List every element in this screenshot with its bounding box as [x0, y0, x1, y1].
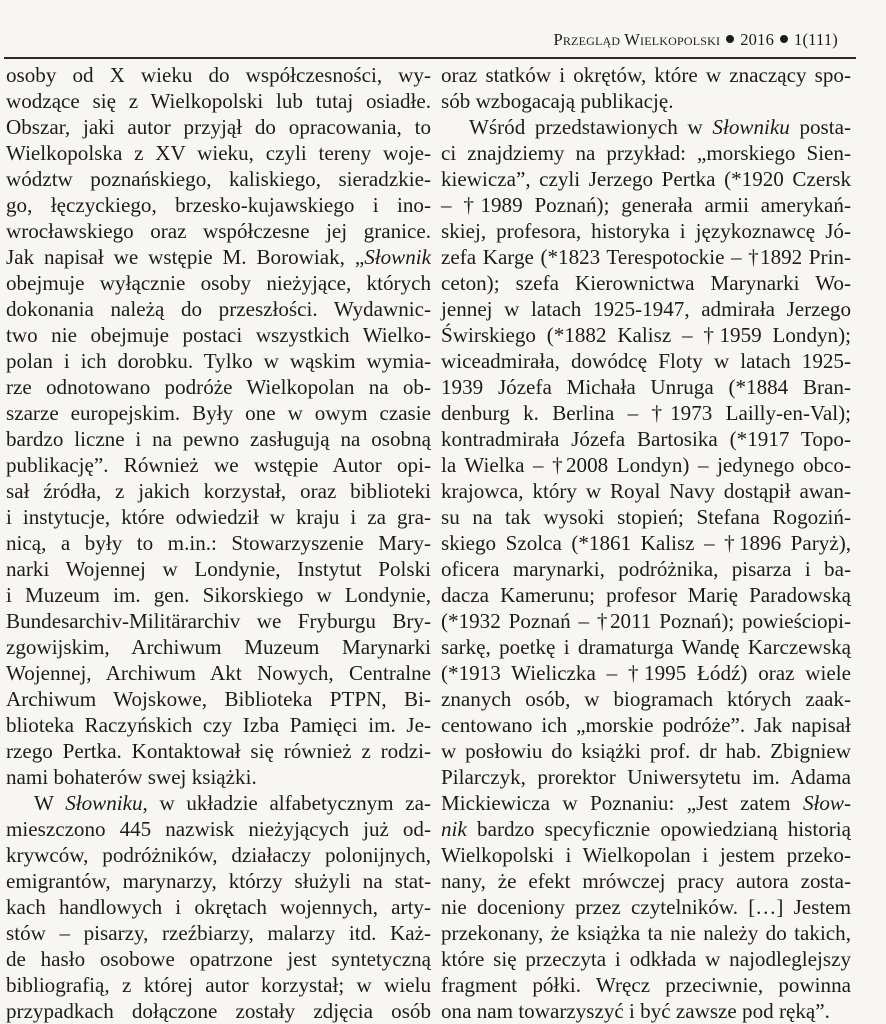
right-column-line: które się przeczyta i odkłada w najodleglejszy — [441, 947, 851, 971]
right-column-line: wiceadmirała, dowódcę Floty w latach 1925- — [441, 349, 851, 373]
left-column-line: emigrantów, marynarzy, którzy służyli na stat- — [6, 869, 431, 893]
left-column-line: wodzące się z Wielkopolski lub tutaj osiadłe. — [6, 89, 431, 113]
right-column-line: zefa Karge (*1823 Terespotockie – †1892 Prin- — [441, 245, 851, 269]
left-column-line: bardzo liczne i na pewno zasługują na osobną — [6, 427, 431, 451]
left-column-line: polan i ich dorobku. Tylko w wąskim wymia- — [6, 349, 431, 373]
right-column-line: Mickiewicza w Poznaniu: „Jest zatem Słow- — [441, 791, 851, 815]
right-column-line: la Wielka – †2008 Londyn) – jedynego obco- — [441, 453, 851, 477]
separator-dot-icon — [726, 35, 734, 43]
running-header — [0, 30, 886, 56]
right-column-line: jennej w latach 1925-1947, admirała Jerzego — [441, 297, 851, 321]
journal-issue: 1(111) — [794, 30, 838, 49]
left-column-line: Archiwum Wojskowe, Biblioteka PTPN, Bi- — [6, 687, 431, 711]
right-column-line: przekonany, że książka ta nie należy do takich, — [441, 921, 851, 945]
header-rule — [4, 57, 856, 59]
left-column-line: szarze europejskim. Były one w owym czasie — [6, 401, 431, 425]
left-column-line: przypadkach dołączone zostały zdjęcia osób — [6, 999, 431, 1023]
left-column-line: stów – pisarzy, rzeźbiarzy, malarzy itd. Każ- — [6, 921, 431, 945]
journal-title: Przegląd Wielkopolski — [553, 30, 721, 49]
right-column-line: nik bardzo specyficznie opowiedzianą historią — [441, 817, 851, 841]
left-column-line: mieszczono 445 nazwisk nieżyjących już od- — [6, 817, 431, 841]
left-column-line: publikację”. Również we wstępie Autor opi- — [6, 453, 431, 477]
journal-year: 2016 — [740, 30, 775, 49]
left-column-line: rze odnotowano podróże Wielkopolan na ob- — [6, 375, 431, 399]
left-column-line: Wielkopolska z XV wieku, czyli tereny woje- — [6, 141, 431, 165]
left-text-column — [6, 62, 431, 1024]
right-column-line: – †1989 Poznań); generała armii amerykań- — [441, 193, 851, 217]
left-column-line: W Słowniku, w układzie alfabetycznym za- — [34, 791, 431, 815]
right-column-line: nany, że efekt mrówczej pracy autora zosta- — [441, 869, 851, 893]
right-column-line: kontradmirała Józefa Bartosika (*1917 Topo- — [441, 427, 851, 451]
left-column-line: go, łęczyckiego, brzesko-kujawskiego i ino- — [6, 193, 431, 217]
left-column-line: Wojennej, Archiwum Akt Nowych, Centralne — [6, 661, 431, 685]
right-column-line: sarkę, poetkę i dramaturga Wandę Karczewską — [441, 635, 851, 659]
right-column-line: denburg k. Berlina – †1973 Lailly-en-Val); — [441, 401, 851, 425]
left-column-line: kach handlowych i okrętach wojennych, arty- — [6, 895, 431, 919]
left-column-line: Bundesarchiv-Militärarchiv we Fryburgu Bry- — [6, 609, 431, 633]
left-column-line: nicą, a były to m.in.: Stowarzyszenie Mary- — [6, 531, 431, 555]
left-column-line: i Muzeum im. gen. Sikorskiego w Londynie, — [6, 583, 431, 607]
right-column-line: w posłowiu do książki prof. dr hab. Zbigniew — [441, 739, 851, 763]
left-column-line: zgowijskim, Archiwum Muzeum Marynarki — [6, 635, 431, 659]
left-column-line: wództw poznańskiego, kaliskiego, sieradzkie- — [6, 167, 431, 191]
left-column-line: wrocławskiego oraz współczesne jej granice. — [6, 219, 431, 243]
right-column-line: znanych osób, w biogramach których zaak- — [441, 687, 851, 711]
right-column-line: su na tak wysoki stopień; Stefana Rogoziń- — [441, 505, 851, 529]
left-column-line: two nie obejmuje postaci wszystkich Wielko- — [6, 323, 431, 347]
right-column-line: krajowca, który w Royal Navy dostąpił awan- — [441, 479, 851, 503]
right-column-line: 1939 Józefa Michała Unruga (*1884 Bran- — [441, 375, 851, 399]
right-column-line: dacza Kamerunu; profesor Marię Paradowską — [441, 583, 851, 607]
right-column-line: ona nam towarzyszyć i być zawsze pod ręką”. — [441, 999, 830, 1023]
left-column-line: dokonania należą do przeszłości. Wydawnic- — [6, 297, 431, 321]
left-column-line: bibliografią, z której autor korzystał; w wielu — [6, 973, 431, 997]
left-column-line: krywców, podróżników, działaczy polonijnych, — [6, 843, 431, 867]
left-column-line: Obszar, jaki autor przyjął do opracowania, to — [6, 115, 431, 139]
right-column-line: oficera marynarki, podróżnika, pisarza i ba- — [441, 557, 851, 581]
left-column-line: obejmuje wyłącznie osoby nieżyjące, których — [6, 271, 431, 295]
right-column-line: (*1913 Wieliczka – †1995 Łódź) oraz wiele — [441, 661, 851, 685]
left-column-line: i instytucje, które odwiedził w kraju i za gra- — [6, 505, 431, 529]
left-column-line: rzego Pertka. Kontaktował się również z rodzi- — [6, 739, 431, 763]
right-column-line: nie doceniony przez czytelników. […] Jestem — [441, 895, 851, 919]
running-header-text — [553, 30, 838, 50]
right-column-line: skiej, profesora, historyka i językoznawcę Jó- — [441, 219, 851, 243]
right-column-line: ci znajdziemy na przykład: „morskiego Sien- — [441, 141, 851, 165]
left-column-line: osoby od X wieku do współczesności, wy- — [6, 63, 431, 87]
right-text-column — [441, 62, 851, 1024]
left-column-line: blioteka Raczyńskich czy Izba Pamięci im. Je- — [6, 713, 431, 737]
right-column-line: ceton); szefa Kierownictwa Marynarki Wo- — [441, 271, 851, 295]
right-column-line: oraz statków i okrętów, które w znaczący spo- — [441, 63, 851, 87]
right-column-line: fragment półki. Wręcz przeciwnie, powinna — [441, 973, 851, 997]
right-column-line: Świrskiego (*1882 Kalisz – †1959 Londyn); — [441, 323, 851, 347]
right-column-line: kiewicza”, czyli Jerzego Pertka (*1920 Czersk — [441, 167, 851, 191]
left-column-line: narki Wojennej w Londynie, Instytut Polski — [6, 557, 431, 581]
left-column-line: Jak napisał we wstępie M. Borowiak, „Słownik — [6, 245, 431, 269]
right-column-line: Wielkopolski i Wielkopolan i jestem przeko- — [441, 843, 851, 867]
left-column-line: de hasło osobowe opatrzone jest syntetyczną — [6, 947, 431, 971]
left-column-line: nami bohaterów swej książki. — [6, 765, 257, 789]
right-column-line: skiego Szolca (*1861 Kalisz – †1896 Paryż), — [441, 531, 851, 555]
right-column-line: sób wzbogacają publikację. — [441, 89, 674, 113]
right-column-line: Wśród przedstawionych w Słowniku posta- — [469, 115, 851, 139]
separator-dot-icon — [780, 35, 788, 43]
right-column-line: (*1932 Poznań – †2011 Poznań); powieściopi- — [441, 609, 851, 633]
right-column-line: centowano ich „morskie podróże”. Jak napisał — [441, 713, 851, 737]
right-column-line: Pilarczyk, prorektor Uniwersytetu im. Adama — [441, 765, 851, 789]
left-column-line: sał źródła, z jakich korzystał, oraz biblioteki — [6, 479, 431, 503]
